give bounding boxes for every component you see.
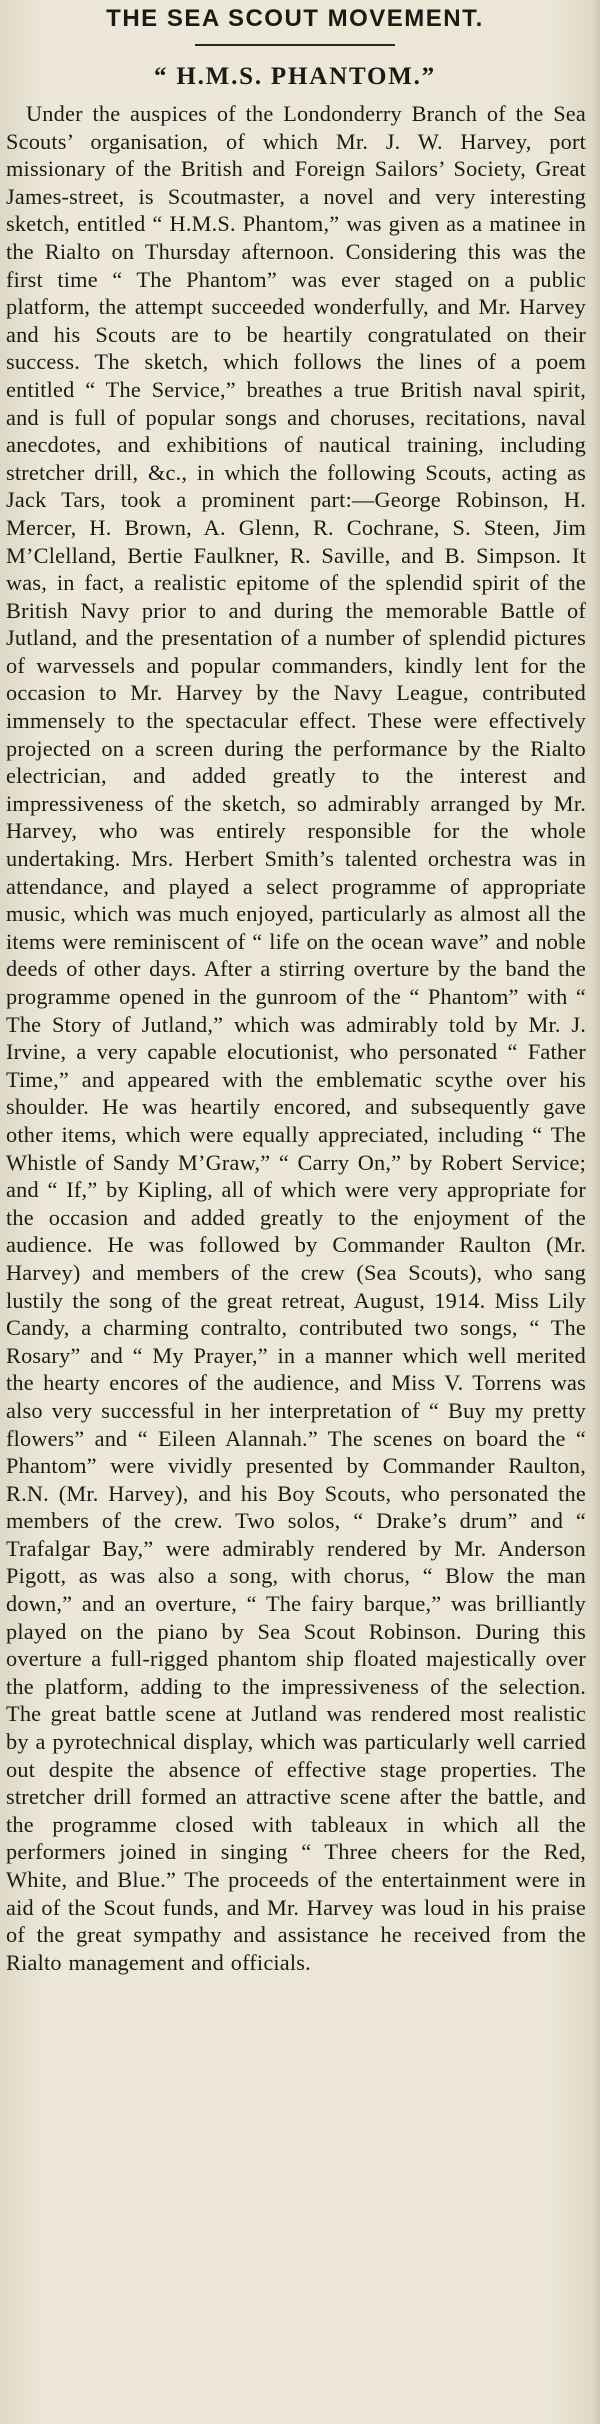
headline: THE SEA SCOUT MOVEMENT. [106, 5, 484, 32]
subheadline: “ H.M.S. PHANTOM.” [154, 63, 436, 90]
article-body: Under the auspices of the Londonderry Branch of the Sea Scouts’ organisation, of which Mr. J. W. Harvey, port missionary of the British and Foreign Sailors’ Society, Great James-street, is Scoutmaster, a novel and very interesting sketch, entitled “ H.M.S. Phantom,” was given as a matinee in the Rialto on Thursday afternoon. Considering this was the first time “ The Phantom” was ever staged on a public platform, the attempt succeeded wonderfully, and Mr. Harvey and his Scouts are to be heartily congratulated on their success. The sketch, which follows the lines of a poem entitled “ The Service,” breathes a true British naval spirit, and is full of popular songs and choruses, recitations, naval anecdotes, and exhibitions of nautical training, including stretcher drill, &c., in which the following Scouts, acting as Jack Tars, took a prominent part:—George Robinson, H. Mercer, H. Brown, A. Glenn, R. Cochrane, S. Steen, Jim M’Clelland, Bertie Faulkner, R. Saville, and B. Simpson. It was, in fact, a realistic epitome of the splendid spirit of the British Navy prior to and during the memorable Battle of Jutland, and the presentation of a number of splendid pictures of warvessels and popular commanders, kindly lent for the occasion to Mr. Harvey by the Navy League, contributed immensely to the spectacular effect. These were effectively projected on a screen during the performance by the Rialto electrician, and added greatly to the interest and impressiveness of the sketch, so admirably arranged by Mr. Harvey, who was entirely responsible for the whole undertaking. Mrs. Herbert Smith’s talented orchestra was in attendance, and played a select programme of appropriate music, which was much enjoyed, particularly as almost all the items were reminiscent of “ life on the ocean wave” and noble deeds of other days. After a stirring overture by the band the programme opened in the gunroom of the “ Phantom” with “ The Story of Jutland,” which was admirably told by Mr. J. Irvine, a very capable elocutionist, who personated “ Father Time,” and appeared with the emblematic scythe over his shoulder. He was heartily encored, and subsequently gave other items, which were equally appreciated, including “ The Whistle of Sandy M’Graw,” “ Carry On,” by Robert Service; and “ If,” by Kipling, all of which were very appropriate for the occasion and added greatly to the enjoyment of the audience. He was followed by Commander Raulton (Mr. Harvey) and members of the crew (Sea Scouts), who sang lustily the song of the great retreat, August, 1914. Miss Lily Candy, a charming contralto, contributed two songs, “ The Rosary” and “ My Prayer,” in a manner which well merited the hearty encores of the audience, and Miss V. Torrens was also very successful in her interpretation of “ Buy my pretty flowers” and “ Eileen Alannah.” The scenes on board the “ Phantom” were vividly presented by Commander Raulton, R.N. (Mr. Harvey), and his Boy Scouts, who personated the members of the crew. Two solos, “ Drake’s drum” and “ Trafalgar Bay,” were admirably rendered by Mr. Anderson Pigott, as was also a song, with chorus, “ Blow the man down,” and an overture, “ The fairy barque,” was brilliantly played on the piano by Sea Scout Robinson. During this overture a full-rigged phantom ship floated majestically over the platform, adding to the impressiveness of the selection. The great battle scene at Jutland was rendered most realistic by a pyrotechnical display, which was particularly well carried out despite the absence of effective stage properties. The stretcher drill formed an attractive scene after the battle, and the programme closed with tableaux in which all the performers joined in singing “ Three cheers for the Red, White, and Blue.” The proceeds of the entertainment were in aid of the Scout funds, and Mr. Harvey was loud in his praise of the great sympathy and assistance he received from the Rialto management and officials. [6, 101, 586, 1975]
paper-edge-shadow [592, 0, 600, 2424]
headline-rule [195, 44, 395, 46]
